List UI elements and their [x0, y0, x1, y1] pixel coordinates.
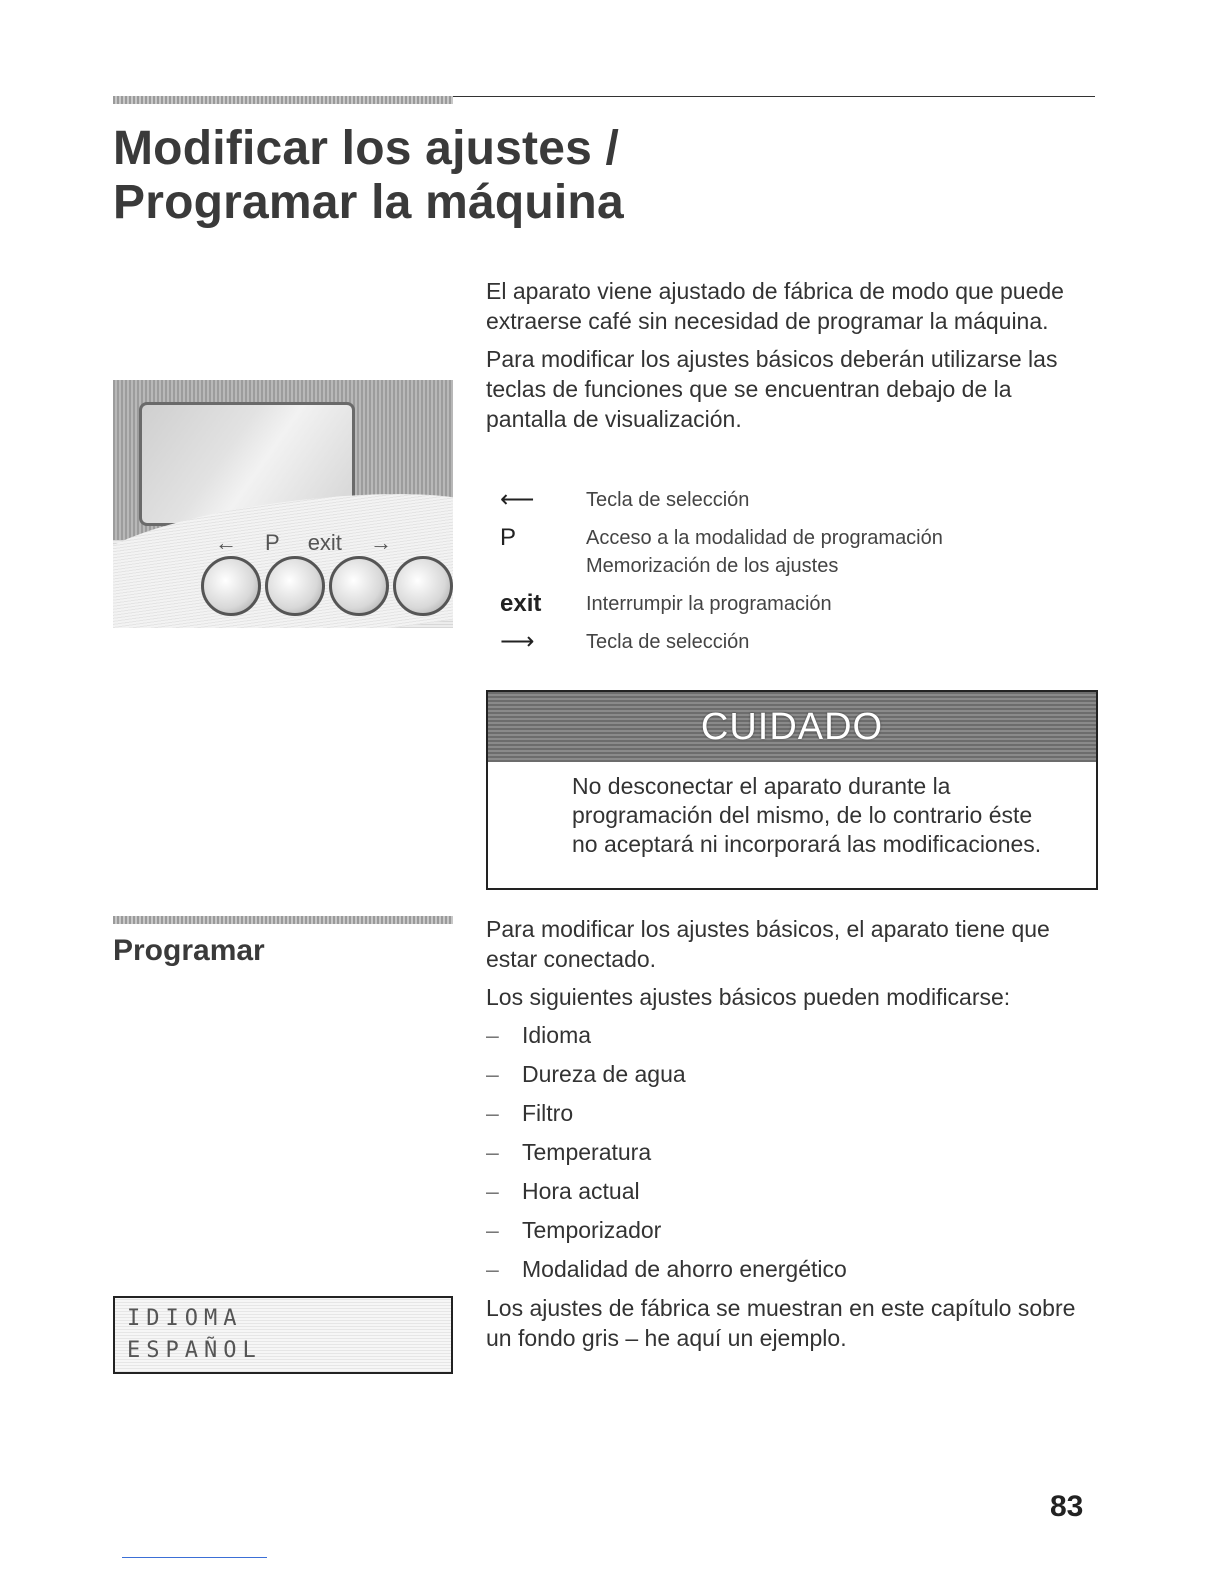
intro-paragraph: El aparato viene ajustado de fábrica de modo que puede extraerse café sin necesidad de programar la máquina.	[486, 278, 1064, 334]
control-panel-illustration	[113, 380, 453, 628]
list-item	[486, 1215, 1096, 1245]
function-key-list	[486, 486, 1096, 666]
page-title-line1: Modificar los ajustes /	[113, 122, 620, 175]
settings-list	[486, 1020, 1096, 1284]
list-item	[486, 1137, 1096, 1167]
section-paragraph: Para modificar los ajustes básicos, el aparato tiene que estar conectado.	[486, 916, 1050, 972]
lcd-line-2: ESPAÑOL	[127, 1338, 262, 1363]
section-title: Programar	[113, 934, 265, 967]
dash-icon: –	[486, 1061, 499, 1087]
panel-label-right-arrow: →	[369, 530, 392, 555]
dash-icon: –	[486, 1217, 499, 1243]
panel-button-exit	[329, 556, 389, 616]
lcd-line-1: IDIOMA	[127, 1306, 243, 1331]
list-item-label: Hora actual	[522, 1178, 640, 1204]
dash-icon: –	[486, 1100, 499, 1126]
caution-header	[488, 692, 1096, 762]
intro-paragraph: Para modificar los ajustes básicos deberán utilizarse las teclas de funciones que se encuentran debajo de la pantalla de visualización.	[486, 346, 1058, 432]
list-item-label: Temperatura	[522, 1139, 652, 1165]
p-key-symbol: P	[500, 524, 517, 551]
list-item-label: Dureza de agua	[522, 1061, 686, 1087]
caution-text: No desconectar el aparato durante la programación del mismo, de lo contrario éste no aceptará ni incorporará las modificaciones.	[572, 773, 1042, 857]
panel-buttons	[201, 556, 453, 616]
dash-icon: –	[486, 1178, 499, 1204]
list-item	[486, 1176, 1096, 1206]
dash-icon: –	[486, 1139, 499, 1165]
list-item-label: Modalidad de ahorro energético	[522, 1256, 847, 1282]
section-paragraph: Los siguientes ajustes básicos pueden modificarse:	[486, 984, 1011, 1010]
key-row	[486, 628, 1096, 656]
key-description	[586, 486, 749, 514]
list-item	[486, 1020, 1096, 1050]
page-title	[113, 122, 624, 230]
section-paragraph: Los ajustes de fábrica se muestran en este capítulo sobre un fondo gris – he aquí un ejemplo.	[486, 1295, 1076, 1351]
list-item-label: Temporizador	[522, 1217, 662, 1243]
section-shade-bar	[113, 916, 453, 924]
header-shade-bar	[113, 96, 453, 104]
key-description	[586, 590, 832, 618]
lcd-display-example	[113, 1296, 453, 1374]
key-row	[486, 590, 1096, 618]
dash-icon: –	[486, 1256, 499, 1282]
panel-label-left-arrow: ←	[215, 530, 237, 555]
panel-button-left	[201, 556, 261, 616]
bottom-rule	[122, 1557, 267, 1558]
caution-title: CUIDADO	[700, 705, 884, 748]
caution-box	[486, 690, 1098, 890]
key-description-line: Tecla de selección	[586, 489, 750, 511]
list-item	[486, 1059, 1096, 1089]
key-description-line: Memorización de los ajustes	[586, 555, 839, 577]
panel-label-p: P	[265, 530, 280, 555]
dash-icon: –	[486, 1022, 499, 1048]
panel-key-labels	[215, 530, 392, 556]
key-row	[486, 524, 1096, 580]
key-description	[586, 524, 943, 580]
page-number: 83	[1050, 1490, 1084, 1523]
intro-text	[486, 276, 1096, 442]
key-description-line: Tecla de selección	[586, 631, 750, 653]
right-arrow-icon: ⟶	[500, 628, 535, 655]
list-item	[486, 1254, 1096, 1284]
programming-section	[486, 914, 1096, 1361]
left-arrow-icon: ⟵	[500, 486, 535, 513]
key-row	[486, 486, 1096, 514]
list-item-label: Filtro	[522, 1100, 574, 1126]
list-item	[486, 1098, 1096, 1128]
key-description-line: Acceso a la modalidad de programación	[586, 527, 943, 549]
panel-label-exit: exit	[307, 530, 342, 555]
panel-button-p	[265, 556, 325, 616]
key-description	[586, 628, 749, 656]
page-title-line2: Programar la máquina	[113, 176, 624, 229]
panel-button-right	[393, 556, 453, 616]
list-item-label: Idioma	[522, 1022, 592, 1048]
exit-key-symbol: exit	[500, 590, 542, 617]
key-description-line: Interrumpir la programación	[586, 593, 832, 615]
